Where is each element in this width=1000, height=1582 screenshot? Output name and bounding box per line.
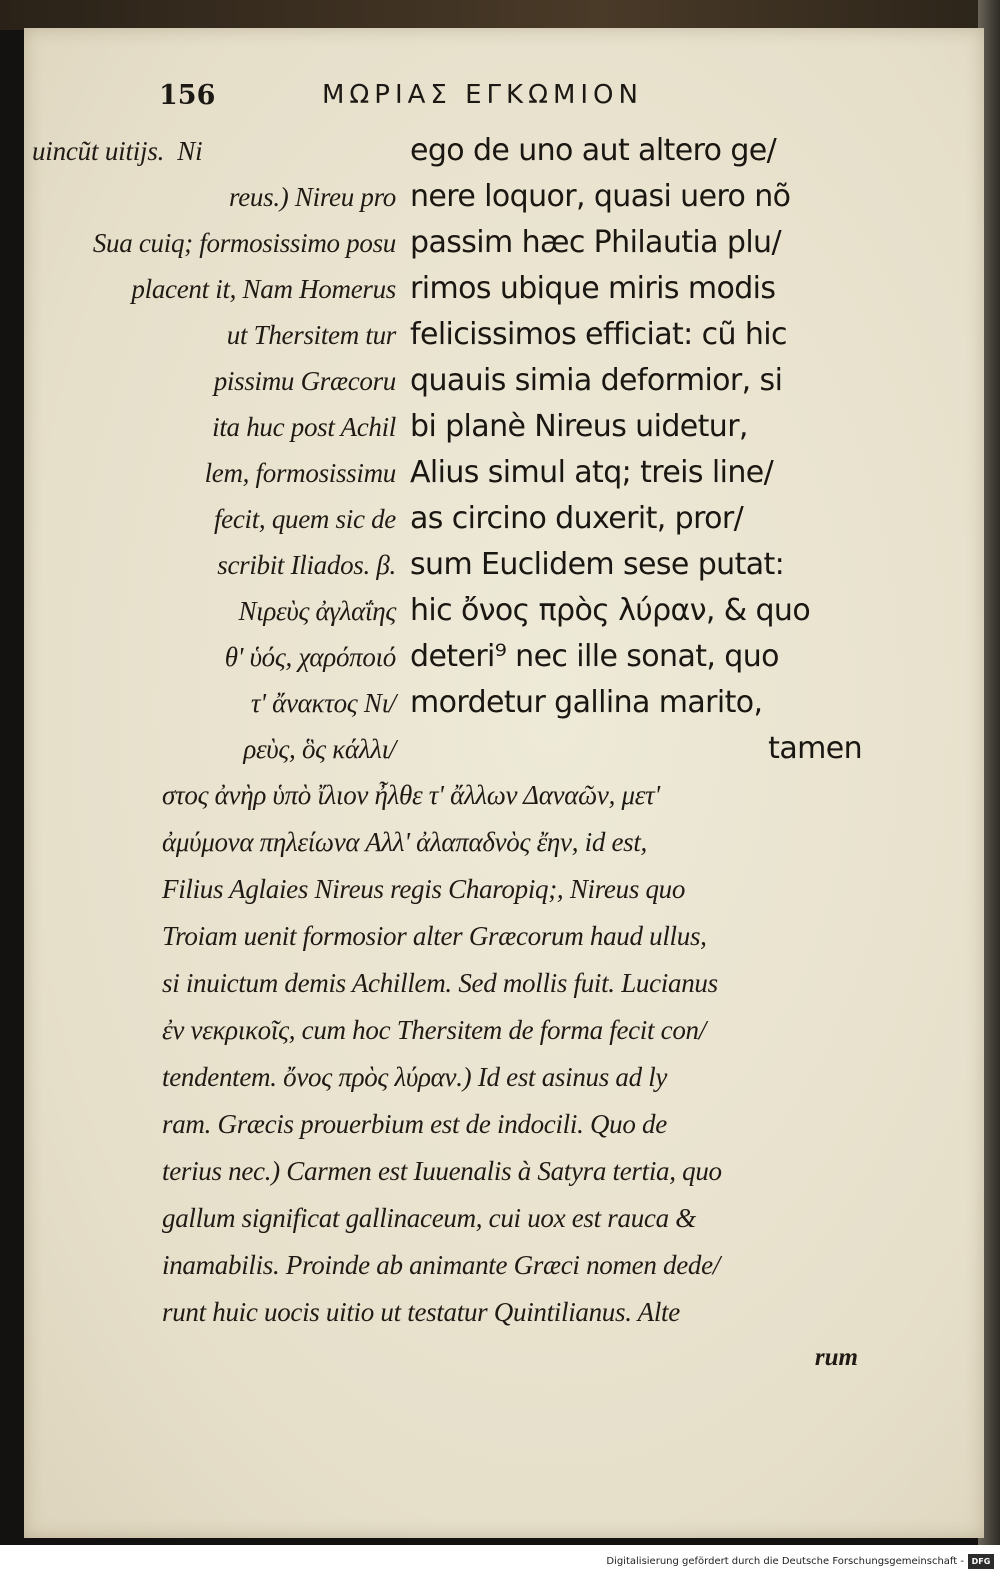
digitization-footer bbox=[0, 1545, 1000, 1582]
running-head-title: ΜΩΡΙΑΣ ΕΓΚΩΜΙΟΝ bbox=[322, 80, 643, 110]
full-width-notes bbox=[162, 772, 874, 1336]
main-text-line: bi planè Nireus uidetur, bbox=[410, 409, 748, 444]
main-text-line: nere loquor, quasi uero nõ bbox=[410, 179, 791, 214]
footer-credit-text: Digitalisierung gefördert durch die Deutsche Forschungsgemeinschaft - bbox=[606, 1556, 964, 1567]
note-line: inamabilis. Proinde ab animante Græci nomen dede/ bbox=[162, 1250, 720, 1280]
note-line: terius nec.) Carmen est Iuuenalis à Satyra tertia, quo bbox=[162, 1156, 722, 1186]
note-line: θ' ὑός, χαρόποιό bbox=[224, 642, 396, 672]
main-text-line: as circino duxerit, pror/ bbox=[410, 501, 744, 536]
running-head bbox=[24, 80, 984, 120]
note-line: τ' ἄνακτος Νι/ bbox=[250, 688, 396, 718]
note-line: ut Thersitem tur bbox=[226, 320, 396, 350]
main-text-line: quauis simia deformior, si bbox=[410, 363, 783, 398]
note-line: Filius Aglaies Nireus regis Charopiq;, Nireus quo bbox=[162, 874, 686, 904]
note-line: pissimu Græcoru bbox=[213, 366, 396, 396]
note-line: Troiam uenit formosior alter Græcorum haud ullus, bbox=[162, 921, 707, 951]
note-line: στος ἀνὴρ ὑπὸ ἴλιον ἦλθε τ' ἄλλων Δαναῶν, μετ' bbox=[162, 780, 660, 810]
main-text-line: tamen bbox=[768, 731, 862, 766]
note-line: gallum significat gallinaceum, cui uox est rauca & bbox=[162, 1203, 696, 1233]
main-text-line: rimos ubique miris modis bbox=[410, 271, 776, 306]
catchword: rum bbox=[814, 1344, 858, 1371]
note-line: ἀμύμονα πηλείωνα Αλλ' ἀλαπαδνὸς ἔην, id est, bbox=[162, 827, 648, 857]
note-line: reus.) Nireu pro bbox=[229, 182, 396, 212]
main-text-line: felicissimos efficiat: cũ hic bbox=[410, 317, 787, 352]
page-number: 156 bbox=[159, 80, 216, 111]
dfg-logo: DFG bbox=[968, 1554, 994, 1569]
main-text-line: hic ὄνος πρὸς λύραν, & quo bbox=[410, 593, 811, 628]
main-text-line: passim hæc Philautia plu/ bbox=[410, 225, 781, 260]
note-line: ram. Græcis prouerbium est de indocili. Quo de bbox=[162, 1109, 667, 1139]
marginal-notes-column bbox=[24, 128, 396, 772]
main-text-line: deteri⁹ nec ille sonat, quo bbox=[410, 639, 779, 674]
main-text-line: sum Euclidem sese putat: bbox=[410, 547, 785, 582]
note-line: lem, formosissimu bbox=[204, 458, 396, 488]
note-line: ita huc post Achil bbox=[212, 412, 396, 442]
note-line: ρεὺς, ὃς κάλλι/ bbox=[243, 734, 396, 764]
note-line: Νιρεὺς ἀγλαΐης bbox=[238, 596, 396, 626]
note-line: ἐν νεκρικοῖς, cum hoc Thersitem de forma fecit con/ bbox=[162, 1015, 706, 1045]
note-line: scribit Iliados. β. bbox=[217, 550, 396, 580]
main-text-column bbox=[410, 128, 862, 772]
note-line: si inuictum demis Achillem. Sed mollis fuit. Lucianus bbox=[162, 968, 718, 998]
note-line: runt huic uocis uitio ut testatur Quintilianus. Alte bbox=[162, 1297, 680, 1327]
note-line: placent it, Nam Homerus bbox=[131, 274, 396, 304]
scan-top-strip bbox=[0, 0, 1000, 30]
note-line: uincũt uitijs. Ni bbox=[32, 136, 203, 166]
note-line: Sua cuiq; formosissimo posu bbox=[92, 228, 396, 258]
main-text-line: Alius simul atq; treis line/ bbox=[410, 455, 774, 490]
note-line: tendentem. ὄνος πρὸς λύραν.) Id est asinus ad ly bbox=[162, 1062, 668, 1092]
book-page bbox=[24, 28, 984, 1538]
note-line: fecit, quem sic de bbox=[213, 504, 396, 534]
main-text-line: ego de uno aut altero ge/ bbox=[410, 133, 777, 168]
main-text-line: mordetur gallina marito, bbox=[410, 685, 763, 720]
